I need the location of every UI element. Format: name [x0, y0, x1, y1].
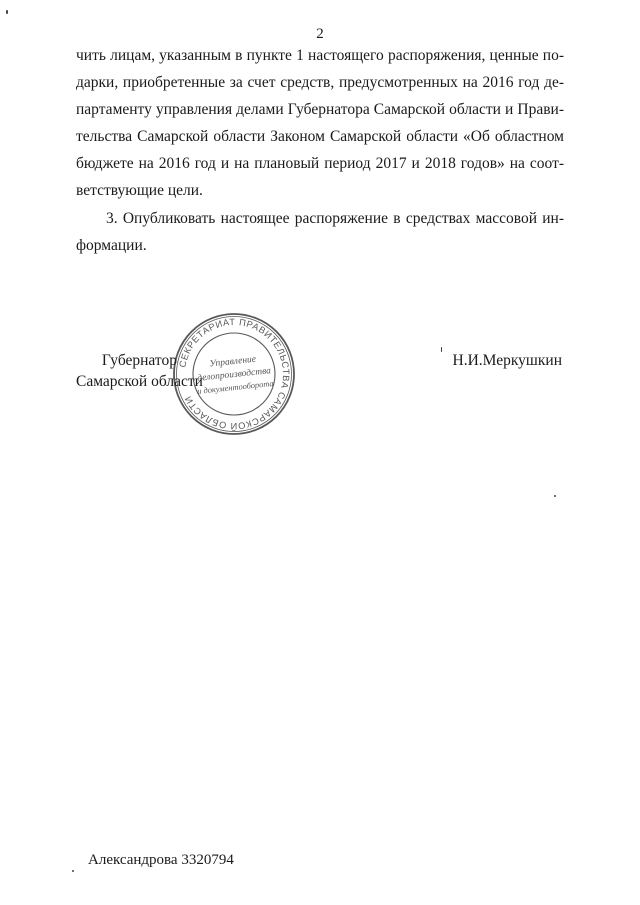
scan-mark [72, 870, 74, 872]
scan-mark [441, 347, 442, 352]
signatory-position-line: Губернатор [101, 352, 177, 369]
official-stamp [172, 312, 296, 436]
stamp-center-text: делопроизводства [196, 366, 272, 384]
paragraph-continuation [76, 42, 564, 204]
text-line: партаменту управления делами Губернатора Самарской области и Прави- [76, 101, 564, 118]
text-line: формации. [76, 237, 147, 254]
scan-mark [6, 10, 8, 14]
stamp-ring-text: СЕКРЕТАРИАТ ПРАВИТЕЛЬСТВА САМАРСКОЙ ОБЛАСТИ [177, 316, 292, 432]
signatory-name: Н.И.Меркушкин [452, 352, 562, 369]
text-line: дарки, приобретенные за счет средств, предусмотренных на 2016 год де- [76, 74, 564, 91]
text-line: бюджете на 2016 год и на плановый период 2017 и 2018 годов» на соот- [76, 155, 564, 172]
text-line: ветствующие цели. [76, 182, 203, 199]
stamp-center-text: Управление [208, 354, 257, 370]
scan-mark [554, 495, 556, 497]
signatory-position-line: Самарской области [76, 373, 203, 390]
executor-contact: Александрова 3320794 [88, 852, 234, 868]
paragraph-3 [76, 205, 564, 259]
text-line: чить лицам, указанным в пункте 1 настоящего распоряжения, ценные по- [76, 47, 564, 64]
stamp-center-text: и документооборота [196, 378, 275, 396]
text-line: тельства Самарской области Законом Самарской области «Об областном [76, 128, 564, 145]
text-line: 3. Опубликовать настоящее распоряжение в средствах массовой ин- [106, 210, 564, 227]
page-number: 2 [316, 26, 324, 42]
